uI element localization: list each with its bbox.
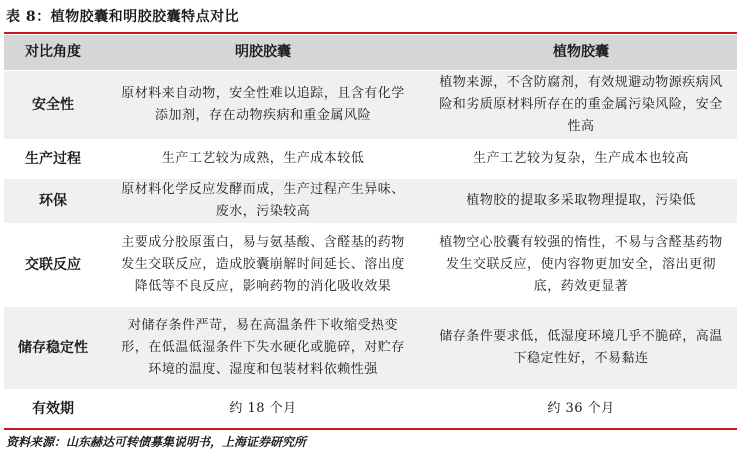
title-rule [4,32,737,34]
plant-text: 生产工艺较为复杂，生产成本也较高 [472,151,689,166]
table-row-storage [4,307,737,389]
gelatin-cell [107,390,419,427]
plant-text: 植物胶的提取多采取物理提取，污染低 [466,193,696,208]
gelatin-text: 原材料化学反应发酵而成，生产过程产生异味、废水，污染较高 [121,182,405,219]
plant-cell [425,71,737,139]
gelatin-cell [107,71,419,139]
gelatin-text: 主要成分胶原蛋白，易与氨基酸、含醛基的药物发生交联反应，造成胶囊崩解时间延长、溶出度降低等不良反应，影响药物的消化吸收效果 [121,235,405,294]
row-label: 环保 [39,193,67,209]
table-title: 表 8：植物胶囊和明胶胶囊特点对比 [6,9,240,25]
table-header [4,35,737,70]
gelatin-text: 原材料来自动物，安全性难以追踪，且含有化学添加剂，存在动物疾病和重金属风险 [121,86,405,123]
table-row-production [4,140,737,178]
plant-cell [425,140,737,178]
row-label: 安全性 [32,97,74,113]
gelatin-text: 约 18 个月 [229,400,297,416]
plant-text: 植物来源，不含防腐剂，有效规避动物源疾病风险和劣质原材料所存在的重金属污染风险，安全性高 [439,75,723,134]
gelatin-cell [107,307,419,389]
plant-cell [425,390,737,427]
plant-text: 约 36 个月 [547,400,615,416]
table-row-safety [4,71,737,139]
row-label: 有效期 [32,400,74,417]
source-note: 资料来源：山东赫达可转债募集说明书，上海证券研究所 [6,435,307,449]
gelatin-cell [107,140,419,178]
plant-cell [425,307,737,389]
table-row-crosslink [4,224,737,306]
table-row-environment [4,179,737,223]
plant-text: 储存条件要求低，低湿度环境几乎不脆碎，高温下稳定性好，不易黏连 [439,329,723,366]
header-plant-capsule: 植物胶囊 [553,44,609,60]
row-label: 储存稳定性 [18,340,88,356]
plant-text: 植物空心胶囊有较强的惰性，不易与含醛基药物发生交联反应，使内容物更加安全，溶出更彻底，药效更显著 [439,235,723,294]
plant-cell [425,179,737,223]
gelatin-text: 对储存条件严苛，易在高温条件下收缩受热变形，在低温低湿条件下失水硬化或脆碎，对贮存环境的温度、湿度和包装材料依赖性强 [121,318,405,377]
header-compare-angle: 对比角度 [25,44,81,60]
gelatin-text: 生产工艺较为成熟，生产成本较低 [161,151,365,166]
row-label: 生产过程 [25,151,81,167]
plant-cell [425,224,737,306]
table-row-shelf-life [4,390,737,427]
row-label: 交联反应 [25,257,81,273]
bottom-rule [4,428,737,430]
gelatin-cell [107,224,419,306]
header-gelatin-capsule: 明胶胶囊 [235,44,291,60]
gelatin-cell [107,179,419,223]
